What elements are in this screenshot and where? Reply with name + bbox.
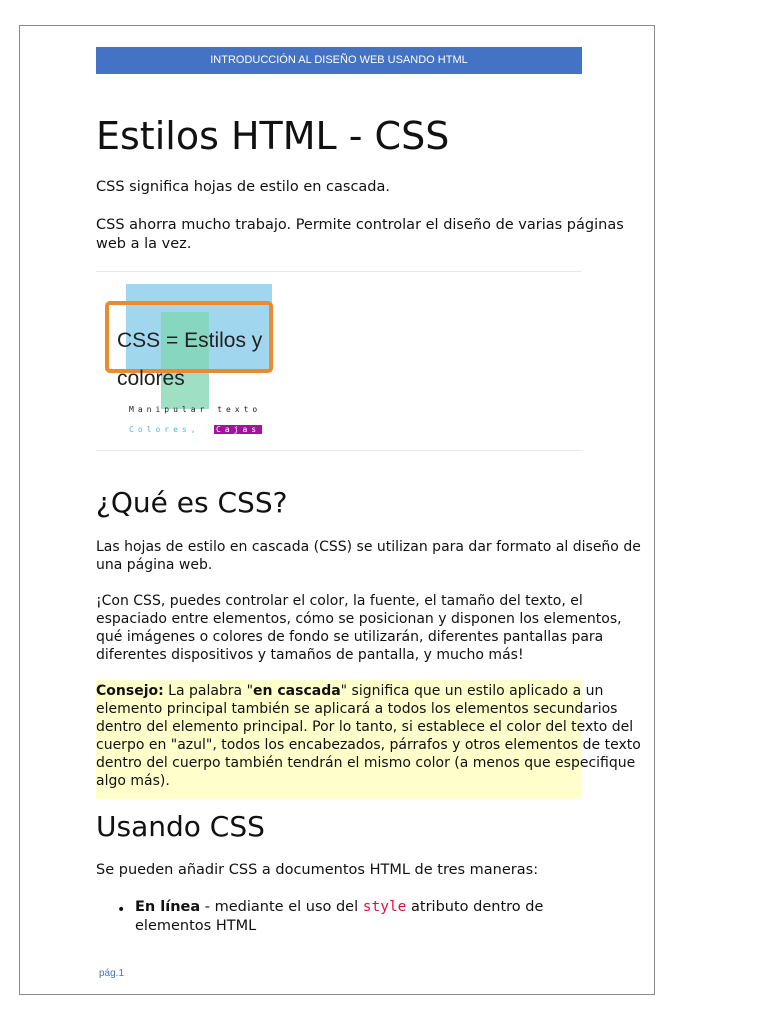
intro-paragraph-2: CSS ahorra mucho trabajo. Permite controlar el diseño de varias páginas web a la vez. xyxy=(96,217,624,252)
bullet-text-pre: - mediante el uso del xyxy=(200,899,363,915)
tip-text-bold: en cascada xyxy=(253,683,341,699)
figure-text-cajas: Cajas xyxy=(216,425,261,434)
bullet-text-post: atributo dentro de elementos HTML xyxy=(135,899,544,934)
bullet-code: style xyxy=(362,899,407,915)
section2-paragraph-1: Se pueden añadir CSS a documentos HTML de tres maneras: xyxy=(96,862,539,878)
section-heading-what-is-css: ¿Qué es CSS? xyxy=(96,486,288,519)
figure-text-manipular: Manipular texto xyxy=(129,405,262,414)
section1-paragraph-2: ¡Con CSS, puedes controlar el color, la fuente, el tamaño del texto, el espaciado entre elementos, cómo se posicionan y disponen los elementos, qué imágenes o colores de fondo se utilizarán, diferentes pantallas para diferentes dispositivos y tamaños de pantalla, y mucho más! xyxy=(96,593,622,663)
figure-text-line2: colores xyxy=(117,367,185,390)
section1-paragraph-1: Las hojas de estilo en cascada (CSS) se utilizan para dar formato al diseño de una página web. xyxy=(96,539,641,573)
figure-text-colores: Colores, xyxy=(129,425,200,434)
document-page xyxy=(19,25,655,995)
bullet-bold: En línea xyxy=(135,899,201,915)
tip-text-pre: La palabra " xyxy=(163,683,254,699)
section-heading-using-css: Usando CSS xyxy=(96,810,265,843)
page-header xyxy=(96,47,582,74)
bullet-dot-icon: • xyxy=(117,902,126,918)
figure-text-line1: CSS = Estilos y xyxy=(117,329,263,352)
figure-top-divider xyxy=(96,271,582,272)
tip-text-post: " significa que un estilo aplicado a un elemento principal también se aplicará a todos los elementos secundarios dentro del elemento principal. Por lo tanto, si establece el color del texto del cuerpo en "azul", todos los encabezados, párrafos y otros elementos de texto dentro del cuerpo también tendrán el mismo color (a menos que especifique algo más). xyxy=(96,683,641,789)
page-title: Estilos HTML - CSS xyxy=(96,114,450,158)
header-title: INTRODUCCIÓN AL DISEÑO WEB USANDO HTML xyxy=(210,54,468,66)
figure-bottom-divider xyxy=(96,450,582,451)
page-number: pág.1 xyxy=(99,968,125,979)
intro-paragraph-1: CSS significa hojas de estilo en cascada. xyxy=(96,179,391,195)
list-item xyxy=(135,898,615,936)
tip-label: Consejo: xyxy=(96,683,164,699)
css-illustration xyxy=(96,281,296,441)
tip-paragraph xyxy=(96,682,648,790)
